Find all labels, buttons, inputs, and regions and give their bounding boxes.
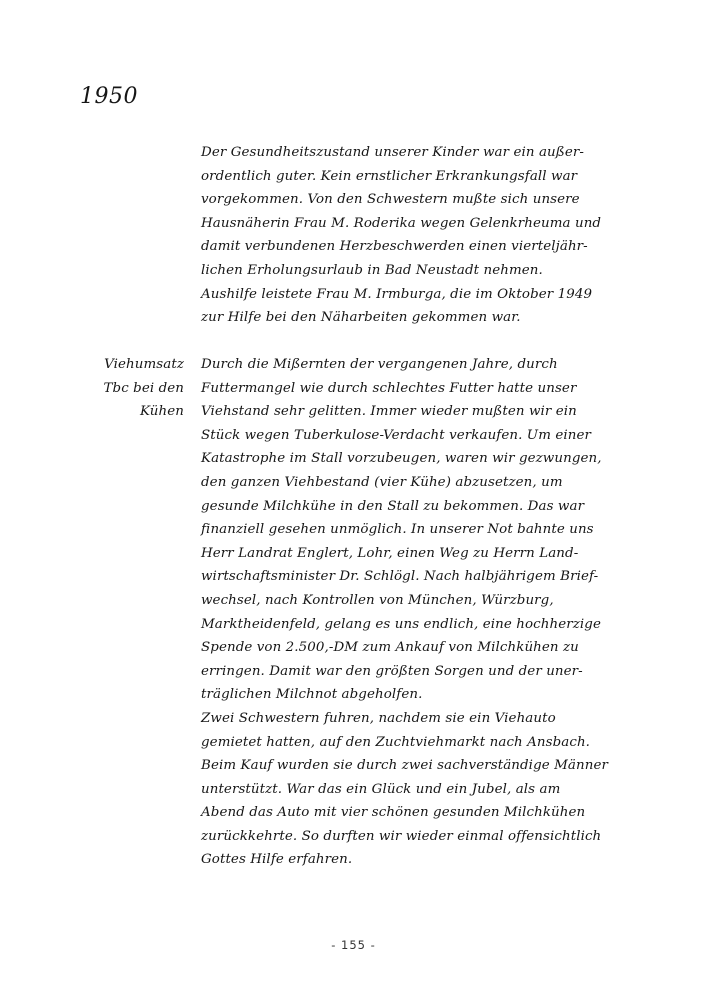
year-heading: 1950 [80,84,138,109]
page-number: - 155 - [331,938,376,952]
text-line: Herr Landrat Englert, Lohr, einen Weg zu Herrn Land- [201,545,579,561]
text-line: Gottes Hilfe erfahren. [201,852,353,868]
text-line: Hausnäherin Frau M. Roderika wegen Gelenkrheuma und [201,215,602,231]
text-line: Beim Kauf wurden sie durch zwei sachverständige Männer [201,758,608,774]
text-line: zurückkehrte. So durften wir wieder einmal offensichtlich [201,828,602,844]
text-line: zur Hilfe bei den Näharbeiten gekommen war. [201,310,521,326]
text-line: Viehstand sehr gelitten. Immer wieder mußten wir ein [201,404,577,420]
text-line: Katastrophe im Stall vorzubeugen, waren wir gezwungen, [201,451,602,467]
text-line: Aushilfe leistete Frau M. Irmburga, die im Oktober 1949 [201,286,593,302]
text-line: gesunde Milchkühe in den Stall zu bekommen. Das war [201,498,585,514]
margin-note-line: Tbc bei den [103,380,184,396]
text-line: Der Gesundheitszustand unserer Kinder war ein außer- [201,145,584,160]
margin-note-line: Viehumsatz [104,357,184,372]
text-line: unterstützt. War das ein Glück und ein Jubel, als am [201,781,561,797]
paragraph-health [201,141,601,330]
paragraph-livestock [201,353,608,872]
text-line: träglichen Milchnot abgeholfen. [201,687,423,703]
text-line: Stück wegen Tuberkulose-Verdacht verkaufen. Um einer [201,427,592,443]
text-line: Durch die Mißernten der vergangenen Jahre, durch [201,357,558,372]
text-line: erringen. Damit war den größten Sorgen und der uner- [201,663,583,679]
text-line: den ganzen Viehbestand (vier Kühe) abzusetzen, um [201,474,563,490]
text-line: gemietet hatten, auf den Zuchtviehmarkt nach Ansbach. [201,734,591,750]
text-line: Spende von 2.500,-DM zum Ankauf von Milchkühen zu [201,640,579,656]
text-line: Abend das Auto mit vier schönen gesunden Milchkühen [201,805,586,821]
text-line: wirtschaftsminister Dr. Schlögl. Nach halbjährigem Brief- [201,569,599,585]
text-line: ordentlich guter. Kein ernstlicher Erkrankungsfall war [201,168,578,184]
text-line: lichen Erholungsurlaub in Bad Neustadt nehmen. [201,262,543,278]
margin-note [103,353,184,424]
text-line: damit verbundenen Herzbeschwerden einen vierteljähr- [201,239,588,255]
margin-note-line: Kühen [139,404,184,420]
text-line: Zwei Schwestern fuhren, nachdem sie ein Viehauto [201,710,556,726]
text-line: finanziell gesehen unmöglich. In unserer Not bahnte uns [201,522,594,538]
text-line: Futtermangel wie durch schlechtes Futter hatte unser [201,380,577,396]
text-line: vorgekommen. Von den Schwestern mußte sich unsere [201,192,580,208]
text-line: wechsel, nach Kontrollen von München, Würzburg, [201,592,554,608]
text-line: Marktheidenfeld, gelang es uns endlich, eine hochherzige [201,616,601,632]
